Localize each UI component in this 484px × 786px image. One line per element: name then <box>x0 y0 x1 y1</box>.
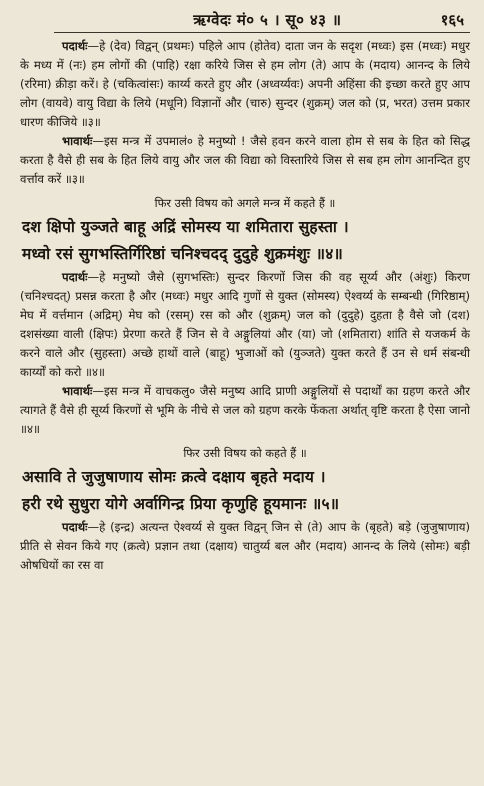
padartha-paragraph <box>20 518 470 575</box>
section-intro: फिर उसी विषय को अगले मन्त्र में कहते हैं ॥ <box>154 196 336 210</box>
padartha-paragraph <box>20 37 470 132</box>
bhavartha-text: —इस मन्त्र में वाचकलु० जैसे मनुष्य आदि प्राणी अङ्गुलियों से पदार्थों का ग्रहण करते और त्यागते हैं वैसे ही सूर्य्य किरणों से भूमि के नीचे से जल को ग्रहण करके फेंकता अर्थात् वृष्टि करता है ऐसा जानो ॥४॥ <box>20 384 470 436</box>
bhavartha-text: —इस मन्त्र में उपमालं० हे मनुष्यो ! जैसे हवन करने वाला होम से सब के हित को सिद्ध करता है वैसे ही सब के हित लिये वायु और जल की विद्या को विस्तारिये जिस से सब हम लोग आनन्दित हुए वर्त्ताव करें ॥३॥ <box>20 134 470 186</box>
bhavartha-paragraph <box>20 132 470 189</box>
page-number: १६५ <box>440 11 464 29</box>
page-header <box>54 10 470 33</box>
padartha-label: पदार्थः <box>62 520 88 534</box>
padartha-text: —हे (देव) विद्वन् (प्रथमः) पहिले आप (होतेव) दाता जन के सदृश (मध्वः) इस (मध्वः) मधुर के मध्य में (नः) हम लोगों की (पाहि) रक्षा करिये जिस से हम लोग (ते) आप के (मदाय) आनन्द के लिये (ररिमा) क्रीड़ा करें। हे (चकित्वांसः) कार्य्य करते हुए और (अध्वर्य्यवः) अपनी अहिंसा की इच्छा करते हुए आप लोग (वायवे) वायु विद्या के लिये (मधूनि) विज्ञानों और (चारु) सुन्दर (शुक्रम्) जल को (प्र, भरत) उत्तम प्रकार धारण कीजिये ॥३॥ <box>20 39 470 129</box>
section-mantra-3-commentary <box>20 37 470 189</box>
padartha-label: पदार्थः <box>62 39 88 53</box>
mantra-line: मध्वो रसं सुगभस्तिर्गिरिष्ठां चनिश्चदद् दुदुहे शुक्रमंशुः ॥४॥ <box>22 245 343 263</box>
padartha-text: —हे (इन्द्र) अत्यन्त ऐश्वर्य्य से युक्त विद्वन् जिन से (ते) आप के (बृहते) बड़े (जुजुषाणाय) प्रीति से सेवन किये गए (क्रत्वे) प्रज्ञान तथा (दक्षाय) चातुर्य्य बल और (मदाय) आनन्द के लिये (सोमः) बड़ी ओषधियों का रस वा <box>20 520 470 572</box>
padartha-label: पदार्थः <box>62 270 88 284</box>
section-intro: फिर उसी विषय को कहते हैं ॥ <box>183 446 307 460</box>
mantra-line: हरी रथे सुधुरा योगे अर्वागिन्द्र प्रिया कृणुहि हूयमानः ॥५॥ <box>22 495 340 513</box>
padartha-text: —हे मनुष्यो जैसे (सुगभस्तिः) सुन्दर किरणों जिस की वह सूर्य्य और (अंशुः) किरण (चनिश्चदत्) प्रसन्न करता है और (मध्वः) मधुर आदि गुणों से युक्त (सोमस्य) ऐश्वर्य्य के सम्बन्धी (गिरिष्ठाम्) मेघ में वर्त्तमान (अद्रिम्) मेघ को (रसम्) रस को और (शुक्रम्) जल को (दुदुहे) दुहता है वैसे जो (दश) दशसंख्या वाली (क्षिपः) प्रेरणा करते हैं जिन से वे अङ्गुलियां और (या) जो (शमितारा) शांति से यजकर्म के करने वाले और (सुहस्ता) अच्छे हाथों वाले (बाहू) भुजाओं को (युञ्जते) युक्त करते हैं उन से धर्म संबन्धी कार्य्यों को करो ॥४॥ <box>20 270 470 379</box>
bhavartha-label: भावार्थः <box>62 134 93 148</box>
mantra-line: असावि ते जुजुषाणाय सोमः क्रत्वे दक्षाय बृहते मदाय । <box>22 468 326 486</box>
bhavartha-label: भावार्थः <box>62 384 93 398</box>
mantra-line: दश क्षिपो युञ्जते बाहू अद्रिं सोमस्य या शमितारा सुहस्ता । <box>22 218 349 236</box>
padartha-paragraph <box>20 268 470 382</box>
running-title: ऋग्वेदः मं० ५ । सू० ४३ ॥ <box>193 11 342 29</box>
bhavartha-paragraph <box>20 382 470 439</box>
